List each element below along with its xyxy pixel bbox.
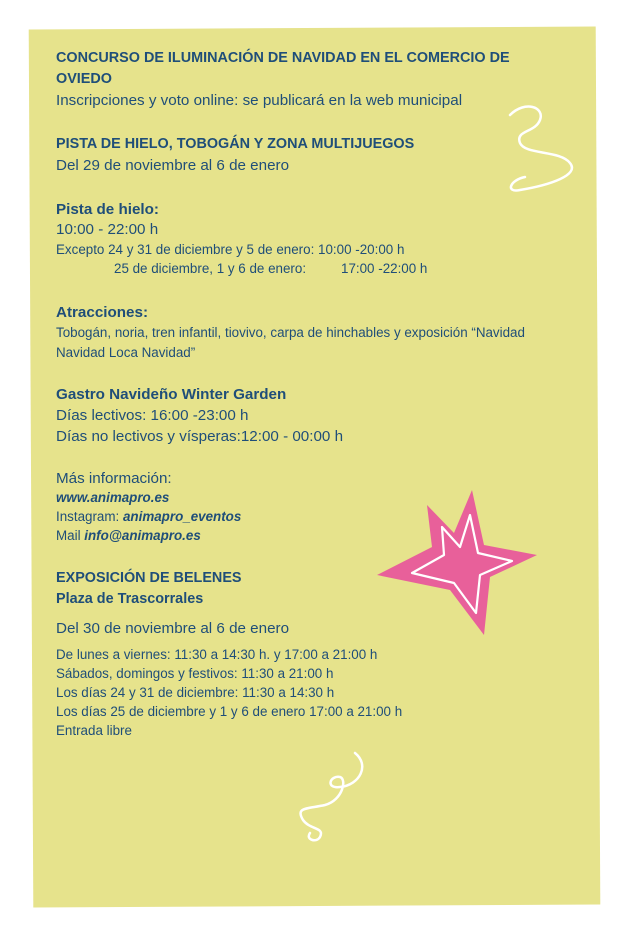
contest-title-line2: OVIEDO — [56, 71, 112, 87]
contest-title-line1: CONCURSO DE ILUMINACIÓN DE NAVIDAD EN EL COMERCIO DE — [56, 50, 510, 66]
belenes-line1: De lunes a viernes: 11:30 a 14:30 h. y 17:00 a 21:00 h — [56, 647, 378, 662]
info-instagram — [56, 509, 241, 524]
info-title: Más información: — [56, 470, 172, 487]
squiggle-decoration-bottom — [285, 745, 375, 845]
hielo-exception-1: Excepto 24 y 31 de diciembre y 5 de enero: 10:00 -20:00 h — [56, 242, 405, 257]
belenes-line4: Los días 25 de diciembre y 1 y 6 de enero 17:00 a 21:00 h — [56, 704, 403, 719]
info-mail — [56, 528, 201, 543]
belenes-line5: Entrada libre — [56, 723, 132, 738]
atracciones-title: Atracciones: — [56, 304, 149, 321]
pista-title: PISTA DE HIELO, TOBOGÁN Y ZONA MULTIJUEGOS — [56, 136, 415, 152]
instagram-label: Instagram: — [56, 509, 123, 524]
belenes-line2: Sábados, domingos y festivos: 11:30 a 21:00 h — [56, 666, 334, 681]
star-icon — [372, 485, 542, 640]
atracciones-line2: Navidad Loca Navidad” — [56, 345, 196, 360]
hielo-hours: 10:00 - 22:00 h — [56, 221, 159, 238]
gastro-title: Gastro Navideño Winter Garden — [56, 386, 287, 403]
pista-dates: Del 29 de noviembre al 6 de enero — [56, 157, 290, 174]
belenes-line3: Los días 24 y 31 de diciembre: 11:30 a 14:30 h — [56, 685, 335, 700]
belenes-dates: Del 30 de noviembre al 6 de enero — [56, 620, 290, 637]
gastro-line1: Días lectivos: 16:00 -23:00 h — [56, 407, 249, 424]
mail-label: Mail — [56, 528, 85, 543]
gastro-line2: Días no lectivos y vísperas:12:00 - 00:00 h — [56, 428, 344, 445]
squiggle-decoration-top — [500, 95, 590, 205]
info-web-link[interactable]: www.animapro.es — [56, 490, 170, 505]
atracciones-line1: Tobogán, noria, tren infantil, tiovivo, carpa de hinchables y exposición “Navidad — [56, 325, 525, 340]
belenes-place: Plaza de Trascorrales — [56, 591, 204, 607]
hielo-exception-2-hours: 17:00 -22:00 h — [341, 261, 428, 276]
contest-description: Inscripciones y voto online: se publicará en la web municipal — [56, 92, 463, 109]
hielo-title: Pista de hielo: — [56, 201, 159, 218]
mail-address[interactable]: info@animapro.es — [84, 528, 201, 543]
instagram-handle[interactable]: animapro_eventos — [122, 509, 242, 524]
belenes-title: EXPOSICIÓN DE BELENES — [56, 570, 242, 586]
hielo-exception-2-dates: 25 de diciembre, 1 y 6 de enero: — [114, 261, 307, 276]
